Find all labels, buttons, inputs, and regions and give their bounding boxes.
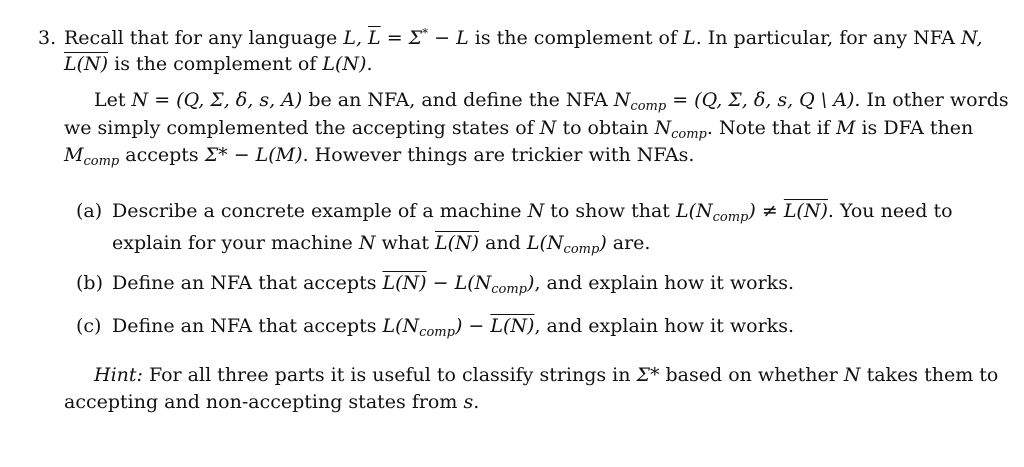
intro-line-1 [64,26,983,50]
math-var: L [683,27,696,49]
para-text: accepts [119,144,205,166]
problem-number: 3. [38,27,57,49]
para-line-3 [64,143,694,167]
intro-text: Recall that for any language [64,27,344,49]
intro-text: . In particular, for any NFA [695,27,962,49]
hint-line-2: accepting and non-accepting states from s. [64,391,480,413]
part-b-line: Define an NFA that accepts $L(N) - L(N_{comp})$, and explain how it works. [112,272,794,297]
para-text: we simply complemented the accepting states of [64,117,540,139]
hint-line-1: Hint: For all three parts it is useful to classify strings in Σ* based on whether N takes them to [94,364,999,386]
intro-text: . [366,53,373,75]
math-complement-def: L, $\overline{L} = \Sigma^* - L$ [343,26,469,49]
math-complement-LN: L(N) [64,53,109,75]
intro-text: is the complement of [108,53,323,75]
part-a-line-1: Describe a concrete example of a machine N to show that $L(N_{comp}) \ne L(N)$. You need to [112,200,953,225]
math-ncomp-tuple: = (Q, Σ, δ, s, Q \ A) [666,89,855,111]
para-text: be an NFA, and define the NFA [302,89,614,111]
part-a-line-2: explain for your machine N what L(N) and $L(N_{comp})$ are. [112,232,651,257]
para-text: is DFA then [855,117,974,139]
math-sigma-minus-lm: Σ* − L(M) [204,144,303,166]
para-text: . Note that if [706,117,836,139]
part-c-line: Define an NFA that accepts $L(N_{comp}) - L(N)$, and explain how it works. [112,315,794,340]
math-var: N, [961,27,983,49]
para-line-1 [94,88,1009,112]
para-text: to obtain [556,117,655,139]
math-ncomp: $N_{comp}$ [613,89,667,114]
math-mcomp: $M_{comp}$ [64,144,120,169]
para-text: . In other words [854,89,1009,111]
math-LN: L(N) [322,53,367,75]
intro-text: is the complement of [468,27,684,49]
part-c-label: (c) [76,315,102,337]
para-text: Let [94,89,132,111]
math-ncomp: $N_{comp}$ [654,117,707,142]
math-nfa-tuple: N = (Q, Σ, δ, s, A) [131,89,303,111]
para-text: . However things are trickier with NFAs. [302,144,695,166]
para-line-2 [64,116,973,140]
math-var: N [539,117,557,139]
part-b-label: (b) [76,272,103,294]
part-a-label: (a) [76,200,103,222]
hint-label: Hint: [94,364,143,386]
intro-line-2 [64,52,373,76]
math-var: M [835,117,856,139]
